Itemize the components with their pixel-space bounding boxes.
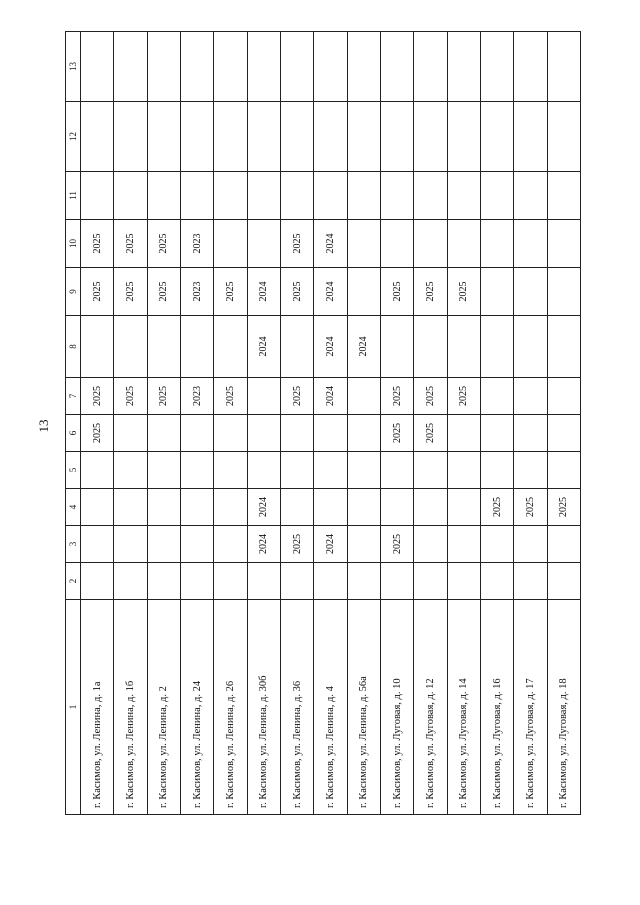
- year-cell: [147, 32, 180, 102]
- year-cell: 2024: [314, 268, 347, 316]
- year-cell: [414, 489, 447, 526]
- year-cell: [280, 102, 313, 172]
- year-cell: 2025: [81, 378, 114, 415]
- year-cell: [480, 102, 513, 172]
- year-cell: 2025: [547, 489, 580, 526]
- year-cell: 2024: [314, 378, 347, 415]
- year-cell: [414, 563, 447, 600]
- year-cell: 2025: [380, 268, 413, 316]
- year-cell: 2025: [214, 268, 247, 316]
- address-cell: г. Касимов, ул. Ленина, д. 1б: [114, 600, 147, 815]
- table-row: [247, 32, 280, 815]
- column-header-6: 6: [66, 415, 81, 452]
- year-cell: [380, 102, 413, 172]
- table-row: [180, 32, 213, 815]
- year-cell: [514, 452, 547, 489]
- year-cell: [480, 452, 513, 489]
- year-cell: [514, 563, 547, 600]
- year-cell: [147, 563, 180, 600]
- year-cell: 2024: [247, 489, 280, 526]
- year-cell: [214, 220, 247, 268]
- year-cell: [180, 102, 213, 172]
- year-cell: [214, 526, 247, 563]
- year-cell: [380, 32, 413, 102]
- table-row: [214, 32, 247, 815]
- year-cell: [314, 102, 347, 172]
- address-cell: г. Касимов, ул. Луговая, д. 16: [480, 600, 513, 815]
- year-cell: [147, 526, 180, 563]
- year-cell: [414, 32, 447, 102]
- year-cell: [547, 415, 580, 452]
- year-cell: [114, 526, 147, 563]
- year-cell: 2023: [180, 378, 213, 415]
- year-cell: [114, 102, 147, 172]
- year-cell: 2025: [380, 415, 413, 452]
- year-cell: [514, 172, 547, 220]
- year-cell: [180, 489, 213, 526]
- year-cell: [81, 563, 114, 600]
- table-row: [347, 32, 380, 815]
- year-cell: [480, 32, 513, 102]
- year-cell: [347, 172, 380, 220]
- year-cell: [114, 563, 147, 600]
- year-cell: [380, 220, 413, 268]
- year-cell: [81, 452, 114, 489]
- address-cell: г. Касимов, ул. Ленина, д. 56а: [347, 600, 380, 815]
- year-cell: [480, 220, 513, 268]
- column-header-5: 5: [66, 452, 81, 489]
- year-cell: [347, 102, 380, 172]
- year-cell: [314, 172, 347, 220]
- year-cell: [447, 172, 480, 220]
- year-cell: 2025: [280, 526, 313, 563]
- table-row: [314, 32, 347, 815]
- year-cell: [147, 452, 180, 489]
- year-cell: [81, 172, 114, 220]
- year-cell: 2025: [81, 415, 114, 452]
- year-cell: 2025: [147, 220, 180, 268]
- year-cell: [547, 172, 580, 220]
- column-header-12: 12: [66, 102, 81, 172]
- year-cell: 2025: [514, 489, 547, 526]
- table-container: [65, 32, 581, 815]
- year-cell: 2025: [280, 378, 313, 415]
- year-cell: [147, 415, 180, 452]
- year-cell: [247, 172, 280, 220]
- year-cell: [214, 102, 247, 172]
- year-cell: [314, 563, 347, 600]
- column-header-2: 2: [66, 563, 81, 600]
- year-cell: [347, 220, 380, 268]
- year-cell: [547, 268, 580, 316]
- year-cell: 2024: [314, 316, 347, 378]
- table-row: [280, 32, 313, 815]
- year-cell: [147, 489, 180, 526]
- year-cell: [347, 526, 380, 563]
- year-cell: [380, 489, 413, 526]
- year-cell: 2025: [414, 415, 447, 452]
- year-cell: [347, 452, 380, 489]
- year-cell: [514, 316, 547, 378]
- year-cell: [280, 172, 313, 220]
- column-header-9: 9: [66, 268, 81, 316]
- year-cell: [314, 489, 347, 526]
- address-cell: г. Касимов, ул. Ленина, д. 26: [214, 600, 247, 815]
- year-cell: [447, 102, 480, 172]
- address-cell: г. Касимов, ул. Луговая, д. 12: [414, 600, 447, 815]
- column-header-4: 4: [66, 489, 81, 526]
- year-cell: [147, 172, 180, 220]
- year-cell: 2025: [280, 268, 313, 316]
- year-cell: 2023: [180, 268, 213, 316]
- year-cell: [414, 452, 447, 489]
- column-header-8: 8: [66, 316, 81, 378]
- year-cell: [214, 415, 247, 452]
- schedule-table: [65, 31, 581, 815]
- year-cell: [214, 489, 247, 526]
- year-cell: [380, 563, 413, 600]
- year-cell: [247, 378, 280, 415]
- year-cell: 2025: [81, 268, 114, 316]
- year-cell: 2023: [180, 220, 213, 268]
- year-cell: [180, 32, 213, 102]
- table-row: [414, 32, 447, 815]
- year-cell: 2025: [114, 378, 147, 415]
- year-cell: 2025: [114, 220, 147, 268]
- year-cell: [114, 415, 147, 452]
- year-cell: [447, 415, 480, 452]
- page-number: 13: [36, 419, 51, 433]
- year-cell: [547, 526, 580, 563]
- year-cell: [414, 172, 447, 220]
- year-cell: [180, 526, 213, 563]
- year-cell: [480, 415, 513, 452]
- column-header-7: 7: [66, 378, 81, 415]
- column-header-11: 11: [66, 172, 81, 220]
- year-cell: [314, 452, 347, 489]
- year-cell: 2024: [247, 526, 280, 563]
- year-cell: [147, 316, 180, 378]
- year-cell: [547, 220, 580, 268]
- year-cell: [214, 452, 247, 489]
- year-cell: [280, 452, 313, 489]
- year-cell: [347, 415, 380, 452]
- year-cell: [280, 489, 313, 526]
- year-cell: [180, 172, 213, 220]
- table-row: [547, 32, 580, 815]
- year-cell: [81, 489, 114, 526]
- column-header-10: 10: [66, 220, 81, 268]
- column-header-1: 1: [66, 600, 81, 815]
- year-cell: [314, 415, 347, 452]
- year-cell: [514, 415, 547, 452]
- year-cell: [347, 268, 380, 316]
- year-cell: [247, 563, 280, 600]
- year-cell: 2025: [380, 526, 413, 563]
- year-cell: [247, 102, 280, 172]
- year-cell: 2024: [314, 526, 347, 563]
- year-cell: [547, 563, 580, 600]
- year-cell: [414, 316, 447, 378]
- year-cell: [514, 378, 547, 415]
- year-cell: [547, 102, 580, 172]
- year-cell: [247, 220, 280, 268]
- year-cell: 2025: [380, 378, 413, 415]
- year-cell: 2025: [414, 268, 447, 316]
- year-cell: [147, 102, 180, 172]
- year-cell: [480, 316, 513, 378]
- year-cell: [414, 102, 447, 172]
- year-cell: 2025: [147, 378, 180, 415]
- year-cell: [514, 102, 547, 172]
- address-cell: г. Касимов, ул. Луговая, д. 17: [514, 600, 547, 815]
- year-cell: [114, 32, 147, 102]
- year-cell: 2024: [247, 268, 280, 316]
- year-cell: [114, 452, 147, 489]
- year-cell: 2024: [347, 316, 380, 378]
- address-cell: г. Касимов, ул. Ленина, д. 2: [147, 600, 180, 815]
- year-cell: [180, 316, 213, 378]
- table-row: [81, 32, 114, 815]
- year-cell: [414, 220, 447, 268]
- year-cell: [480, 378, 513, 415]
- year-cell: [280, 316, 313, 378]
- address-cell: г. Касимов, ул. Ленина, д. 36: [280, 600, 313, 815]
- address-cell: г. Касимов, ул. Луговая, д. 14: [447, 600, 480, 815]
- year-cell: [547, 32, 580, 102]
- year-cell: [214, 316, 247, 378]
- address-cell: г. Касимов, ул. Луговая, д. 10: [380, 600, 413, 815]
- year-cell: [380, 316, 413, 378]
- year-cell: [280, 563, 313, 600]
- year-cell: [347, 489, 380, 526]
- year-cell: [180, 415, 213, 452]
- year-cell: [81, 526, 114, 563]
- year-cell: [180, 563, 213, 600]
- year-cell: [547, 452, 580, 489]
- year-cell: [214, 563, 247, 600]
- header-row: [66, 32, 81, 815]
- column-header-13: 13: [66, 32, 81, 102]
- year-cell: [414, 526, 447, 563]
- year-cell: 2025: [114, 268, 147, 316]
- address-cell: г. Касимов, ул. Ленина, д. 24: [180, 600, 213, 815]
- year-cell: 2025: [280, 220, 313, 268]
- year-cell: [81, 316, 114, 378]
- year-cell: [514, 32, 547, 102]
- year-cell: [547, 378, 580, 415]
- year-cell: [247, 32, 280, 102]
- year-cell: [547, 316, 580, 378]
- year-cell: 2025: [414, 378, 447, 415]
- table-body: [81, 32, 581, 815]
- year-cell: 2025: [81, 220, 114, 268]
- column-header-3: 3: [66, 526, 81, 563]
- year-cell: [447, 316, 480, 378]
- address-cell: г. Касимов, ул. Луговая, д. 18: [547, 600, 580, 815]
- year-cell: [247, 452, 280, 489]
- year-cell: [347, 378, 380, 415]
- year-cell: [114, 172, 147, 220]
- year-cell: [447, 563, 480, 600]
- year-cell: [280, 32, 313, 102]
- year-cell: [114, 489, 147, 526]
- year-cell: [214, 172, 247, 220]
- rotated-table: [65, 32, 581, 815]
- year-cell: [514, 220, 547, 268]
- year-cell: [480, 526, 513, 563]
- year-cell: [280, 415, 313, 452]
- year-cell: 2025: [214, 378, 247, 415]
- year-cell: 2025: [447, 268, 480, 316]
- year-cell: [480, 268, 513, 316]
- address-cell: г. Касимов, ул. Ленина, д. 30б: [247, 600, 280, 815]
- year-cell: [514, 526, 547, 563]
- table-row: [447, 32, 480, 815]
- year-cell: [480, 563, 513, 600]
- year-cell: [347, 32, 380, 102]
- year-cell: [347, 563, 380, 600]
- year-cell: 2025: [147, 268, 180, 316]
- year-cell: [447, 452, 480, 489]
- year-cell: [81, 102, 114, 172]
- year-cell: [447, 32, 480, 102]
- year-cell: [314, 32, 347, 102]
- year-cell: [514, 268, 547, 316]
- year-cell: [380, 452, 413, 489]
- table-row: [480, 32, 513, 815]
- year-cell: [480, 172, 513, 220]
- address-cell: г. Касимов, ул. Ленина, д. 1а: [81, 600, 114, 815]
- address-cell: г. Касимов, ул. Ленина, д. 4: [314, 600, 347, 815]
- table-row: [380, 32, 413, 815]
- year-cell: [114, 316, 147, 378]
- table-row: [114, 32, 147, 815]
- table-row: [514, 32, 547, 815]
- year-cell: 2025: [447, 378, 480, 415]
- year-cell: 2025: [480, 489, 513, 526]
- year-cell: [81, 32, 114, 102]
- year-cell: [247, 415, 280, 452]
- table-row: [147, 32, 180, 815]
- year-cell: [180, 452, 213, 489]
- year-cell: [447, 526, 480, 563]
- year-cell: [447, 220, 480, 268]
- year-cell: [447, 489, 480, 526]
- year-cell: 2024: [314, 220, 347, 268]
- year-cell: [214, 32, 247, 102]
- year-cell: [380, 172, 413, 220]
- year-cell: 2024: [247, 316, 280, 378]
